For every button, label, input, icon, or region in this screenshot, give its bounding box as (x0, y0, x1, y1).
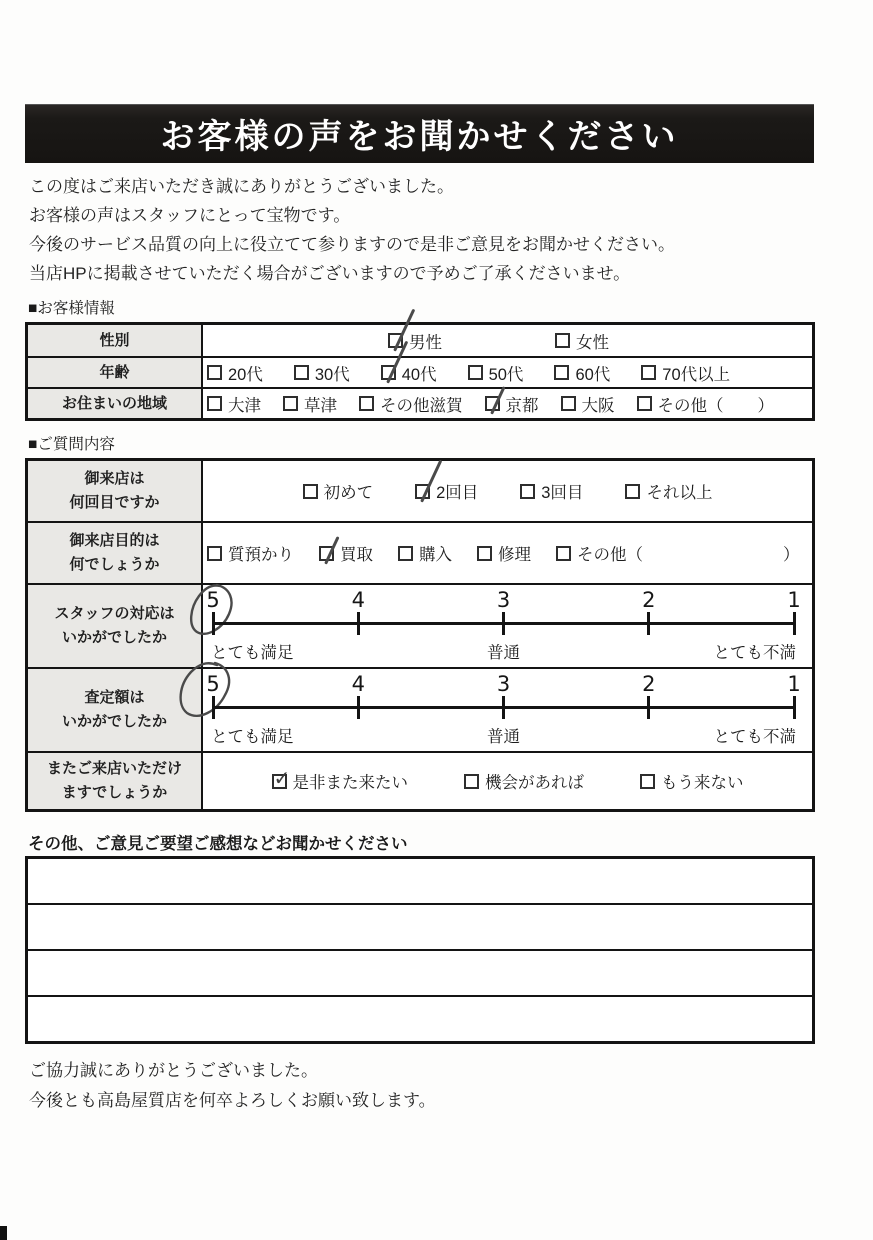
option-label: 50代 (488, 365, 524, 384)
checkbox-option-age-30s[interactable] (294, 361, 350, 385)
option-label: 20代 (228, 365, 263, 384)
likert-scale (206, 585, 801, 667)
checkbox-option-female[interactable] (555, 329, 609, 353)
scale-value-2[interactable]: 2 (642, 672, 656, 696)
checkbox-option-second-time[interactable] (415, 479, 478, 503)
scale-tick (502, 696, 505, 719)
checkbox-more-times[interactable] (625, 484, 640, 499)
closing-text (29, 1056, 436, 1116)
scale-anchor-center: 普通 (487, 728, 520, 746)
comments-box (25, 856, 815, 1044)
checkbox-region-other[interactable] (637, 396, 652, 411)
intro-line: お客様の声はスタッフにとって宝物です。 (29, 206, 351, 225)
checkbox-if-occasion[interactable] (464, 774, 479, 789)
comment-row[interactable] (28, 903, 812, 949)
page-title: お客様の声をお聞かせください (160, 118, 679, 156)
comment-row[interactable] (28, 949, 812, 995)
scale-tick (502, 612, 505, 635)
option-label: 女性 (576, 333, 609, 352)
row-label-purpose (28, 523, 203, 583)
table-row-appraisal-rating (28, 667, 812, 751)
row-label-visit-count (28, 461, 203, 521)
checkbox-age-60s[interactable] (554, 365, 569, 380)
row-label-appraisal-rating (28, 669, 203, 751)
gender-options (203, 325, 812, 356)
checkbox-option-third-time[interactable] (520, 479, 583, 503)
row-label-line: 査定額は (84, 689, 145, 706)
checkbox-age-20s[interactable] (207, 365, 222, 380)
revisit-options (203, 753, 812, 809)
row-label-line: またご来店いただけ (46, 760, 182, 777)
checkbox-age-30s[interactable] (294, 365, 309, 380)
checkbox-first-time[interactable] (303, 484, 318, 499)
table-row-visit-count (28, 461, 812, 521)
checkbox-male[interactable] (388, 333, 403, 348)
row-label-age: 年齢 (28, 358, 203, 387)
checkbox-option-age-70plus[interactable] (641, 361, 730, 385)
checkbox-option-purpose-other[interactable] (556, 541, 800, 565)
checkbox-option-age-20s[interactable] (207, 361, 263, 385)
option-label: 購入 (419, 546, 452, 564)
checkbox-age-70plus[interactable] (641, 365, 656, 380)
option-label: 初めて (323, 484, 374, 502)
section-label-questions: ■ご質問内容 (28, 436, 115, 453)
checkbox-otsu[interactable] (207, 396, 222, 411)
checkbox-option-age-40s[interactable] (381, 361, 437, 385)
comments-section-label: その他、ご意見ご要望ご感想などお聞かせください (28, 835, 408, 853)
scale-value-1[interactable]: 1 (787, 588, 801, 612)
questions-table (25, 458, 815, 812)
scale-value-3[interactable]: 3 (496, 672, 511, 696)
option-label: 修理 (498, 546, 531, 564)
checkbox-option-never-return[interactable] (640, 769, 744, 793)
row-label-line: 御来店目的は (69, 532, 160, 549)
row-label-line: いかがでしたか (61, 629, 167, 646)
row-label-staff-rating (28, 585, 203, 667)
option-label: 京都 (505, 396, 539, 415)
checkbox-option-purchase[interactable] (398, 541, 452, 565)
purpose-options (203, 523, 812, 583)
checkbox-repair[interactable] (477, 546, 492, 561)
scale-anchor-left: とても満足 (211, 728, 294, 746)
option-label: 質預かり (228, 546, 294, 564)
scale-anchor-left: とても満足 (211, 644, 294, 662)
option-label: その他滋賀 (380, 396, 463, 415)
checkbox-option-other-shiga[interactable] (359, 392, 463, 416)
row-label-line: 何回目ですか (69, 494, 160, 511)
checkbox-option-repair[interactable] (477, 541, 531, 565)
intro-line: 当店HPに掲載させていただく場合がございますので予めご了承くださいませ。 (29, 264, 631, 283)
table-row-gender (28, 325, 812, 356)
intro-line: この度はご来店いただき誠にありがとうございました。 (29, 177, 454, 196)
row-label-region: お住まいの地域 (28, 389, 203, 418)
checkbox-age-50s[interactable] (468, 365, 483, 380)
intro-text (29, 172, 675, 288)
option-label: 40代 (401, 365, 437, 384)
checkbox-option-otsu[interactable] (207, 392, 261, 416)
option-label: 草津 (304, 396, 337, 415)
option-label: それ以上 (646, 484, 713, 502)
comment-row[interactable] (28, 859, 812, 903)
option-label: 3回目 (541, 484, 584, 502)
scale-tick (793, 696, 796, 719)
option-label: 大阪 (581, 396, 615, 415)
section-label-customer-info: ■お客様情報 (28, 300, 115, 317)
table-row-region (28, 387, 812, 418)
scale-value-5[interactable]: 5 (206, 588, 220, 612)
checkbox-option-kusatsu[interactable] (283, 392, 337, 416)
option-label: その他（ (577, 546, 643, 564)
row-label-line: 何でしょうか (69, 556, 160, 573)
row-label-gender: 性別 (28, 325, 203, 356)
checkbox-option-age-50s[interactable] (468, 361, 524, 385)
checkbox-purpose-other[interactable] (556, 546, 571, 561)
table-row-staff-rating (28, 583, 812, 667)
checkbox-option-pawn[interactable] (207, 541, 294, 565)
checkbox-pawn[interactable] (207, 546, 222, 561)
checkbox-option-buyback[interactable] (319, 541, 373, 565)
checkbox-buyback[interactable] (319, 546, 334, 561)
customer-info-table (25, 322, 815, 421)
checkbox-kusatsu[interactable] (283, 396, 298, 411)
checkbox-option-kyoto[interactable] (485, 392, 539, 416)
close-paren: ） (757, 396, 774, 415)
scale-value-1[interactable]: 1 (787, 672, 801, 696)
scale-tick (793, 612, 796, 635)
scan-artifact-mark (0, 1226, 7, 1240)
visit-count-options (203, 461, 812, 521)
scale-value-5[interactable]: 5 (206, 672, 220, 696)
checkbox-never-return[interactable] (640, 774, 655, 789)
checkbox-option-if-occasion[interactable] (464, 769, 584, 793)
table-row-purpose (28, 521, 812, 583)
scale-tick (212, 612, 215, 635)
likert-scale (206, 669, 801, 751)
comment-row[interactable] (28, 995, 812, 1041)
checkbox-kyoto[interactable] (485, 396, 500, 411)
checkbox-third-time[interactable] (520, 484, 535, 499)
checkbox-purchase[interactable] (398, 546, 413, 561)
table-row-age (28, 356, 812, 387)
scale-tick (357, 612, 360, 635)
checkbox-second-time[interactable] (415, 484, 430, 499)
checkbox-option-osaka[interactable] (561, 392, 615, 416)
form-title-bar (25, 104, 814, 163)
scale-tick (647, 696, 650, 719)
checkbox-female[interactable] (555, 333, 570, 348)
closing-line: ご協力誠にありがとうございました。 (29, 1061, 318, 1080)
row-label-line: ますでしょうか (61, 784, 168, 801)
scale-anchor-center: 普通 (487, 644, 520, 662)
checkbox-age-40s[interactable] (381, 365, 396, 380)
staff-rating-scale (203, 585, 812, 667)
checkbox-option-male[interactable] (388, 329, 442, 353)
checkbox-definitely-return[interactable] (272, 774, 287, 789)
option-label: 買取 (340, 546, 373, 564)
option-label: もう来ない (661, 774, 744, 792)
intro-line: 今後のサービス品質の向上に役立てて参りますので是非ご意見をお聞かせください。 (29, 235, 675, 254)
row-label-line: いかがでしたか (61, 713, 167, 730)
scale-value-2[interactable]: 2 (642, 588, 656, 612)
option-label: 70代以上 (662, 365, 731, 384)
row-label-line: スタッフの対応は (54, 605, 175, 622)
closing-line: 今後とも高島屋質店を何卒よろしくお願い致します。 (29, 1091, 436, 1110)
scale-value-4[interactable]: 4 (351, 672, 365, 696)
option-label: 大津 (228, 396, 261, 415)
checkbox-option-region-other[interactable] (637, 392, 775, 416)
scale-value-4[interactable]: 4 (351, 588, 365, 612)
appraisal-rating-scale (203, 669, 812, 751)
row-label-revisit (28, 753, 203, 809)
scale-tick (647, 612, 650, 635)
scale-anchor-right: とても不満 (713, 728, 796, 746)
option-label: 30代 (314, 365, 350, 384)
option-label: 男性 (409, 333, 442, 352)
region-options (203, 389, 812, 418)
checkbox-option-more-times[interactable] (625, 479, 712, 503)
checkbox-option-first-time[interactable] (303, 479, 374, 503)
checkbox-osaka[interactable] (561, 396, 576, 411)
age-options (203, 358, 812, 387)
option-label: 機会があれば (485, 774, 584, 792)
option-label: 60代 (575, 365, 611, 384)
row-label-line: 御来店は (84, 470, 145, 487)
checkbox-option-definitely-return[interactable] (272, 769, 409, 793)
close-paren: ） (783, 546, 800, 564)
scale-anchor-right: とても不満 (713, 644, 796, 662)
checkbox-other-shiga[interactable] (359, 396, 374, 411)
option-label: 是非また来たい (292, 774, 408, 792)
option-label: その他（ (657, 396, 724, 415)
option-label: 2回目 (436, 484, 479, 502)
scale-value-3[interactable]: 3 (496, 588, 511, 612)
scale-tick (212, 696, 215, 719)
checkbox-option-age-60s[interactable] (554, 361, 610, 385)
scale-tick (357, 696, 360, 719)
table-row-revisit (28, 751, 812, 809)
